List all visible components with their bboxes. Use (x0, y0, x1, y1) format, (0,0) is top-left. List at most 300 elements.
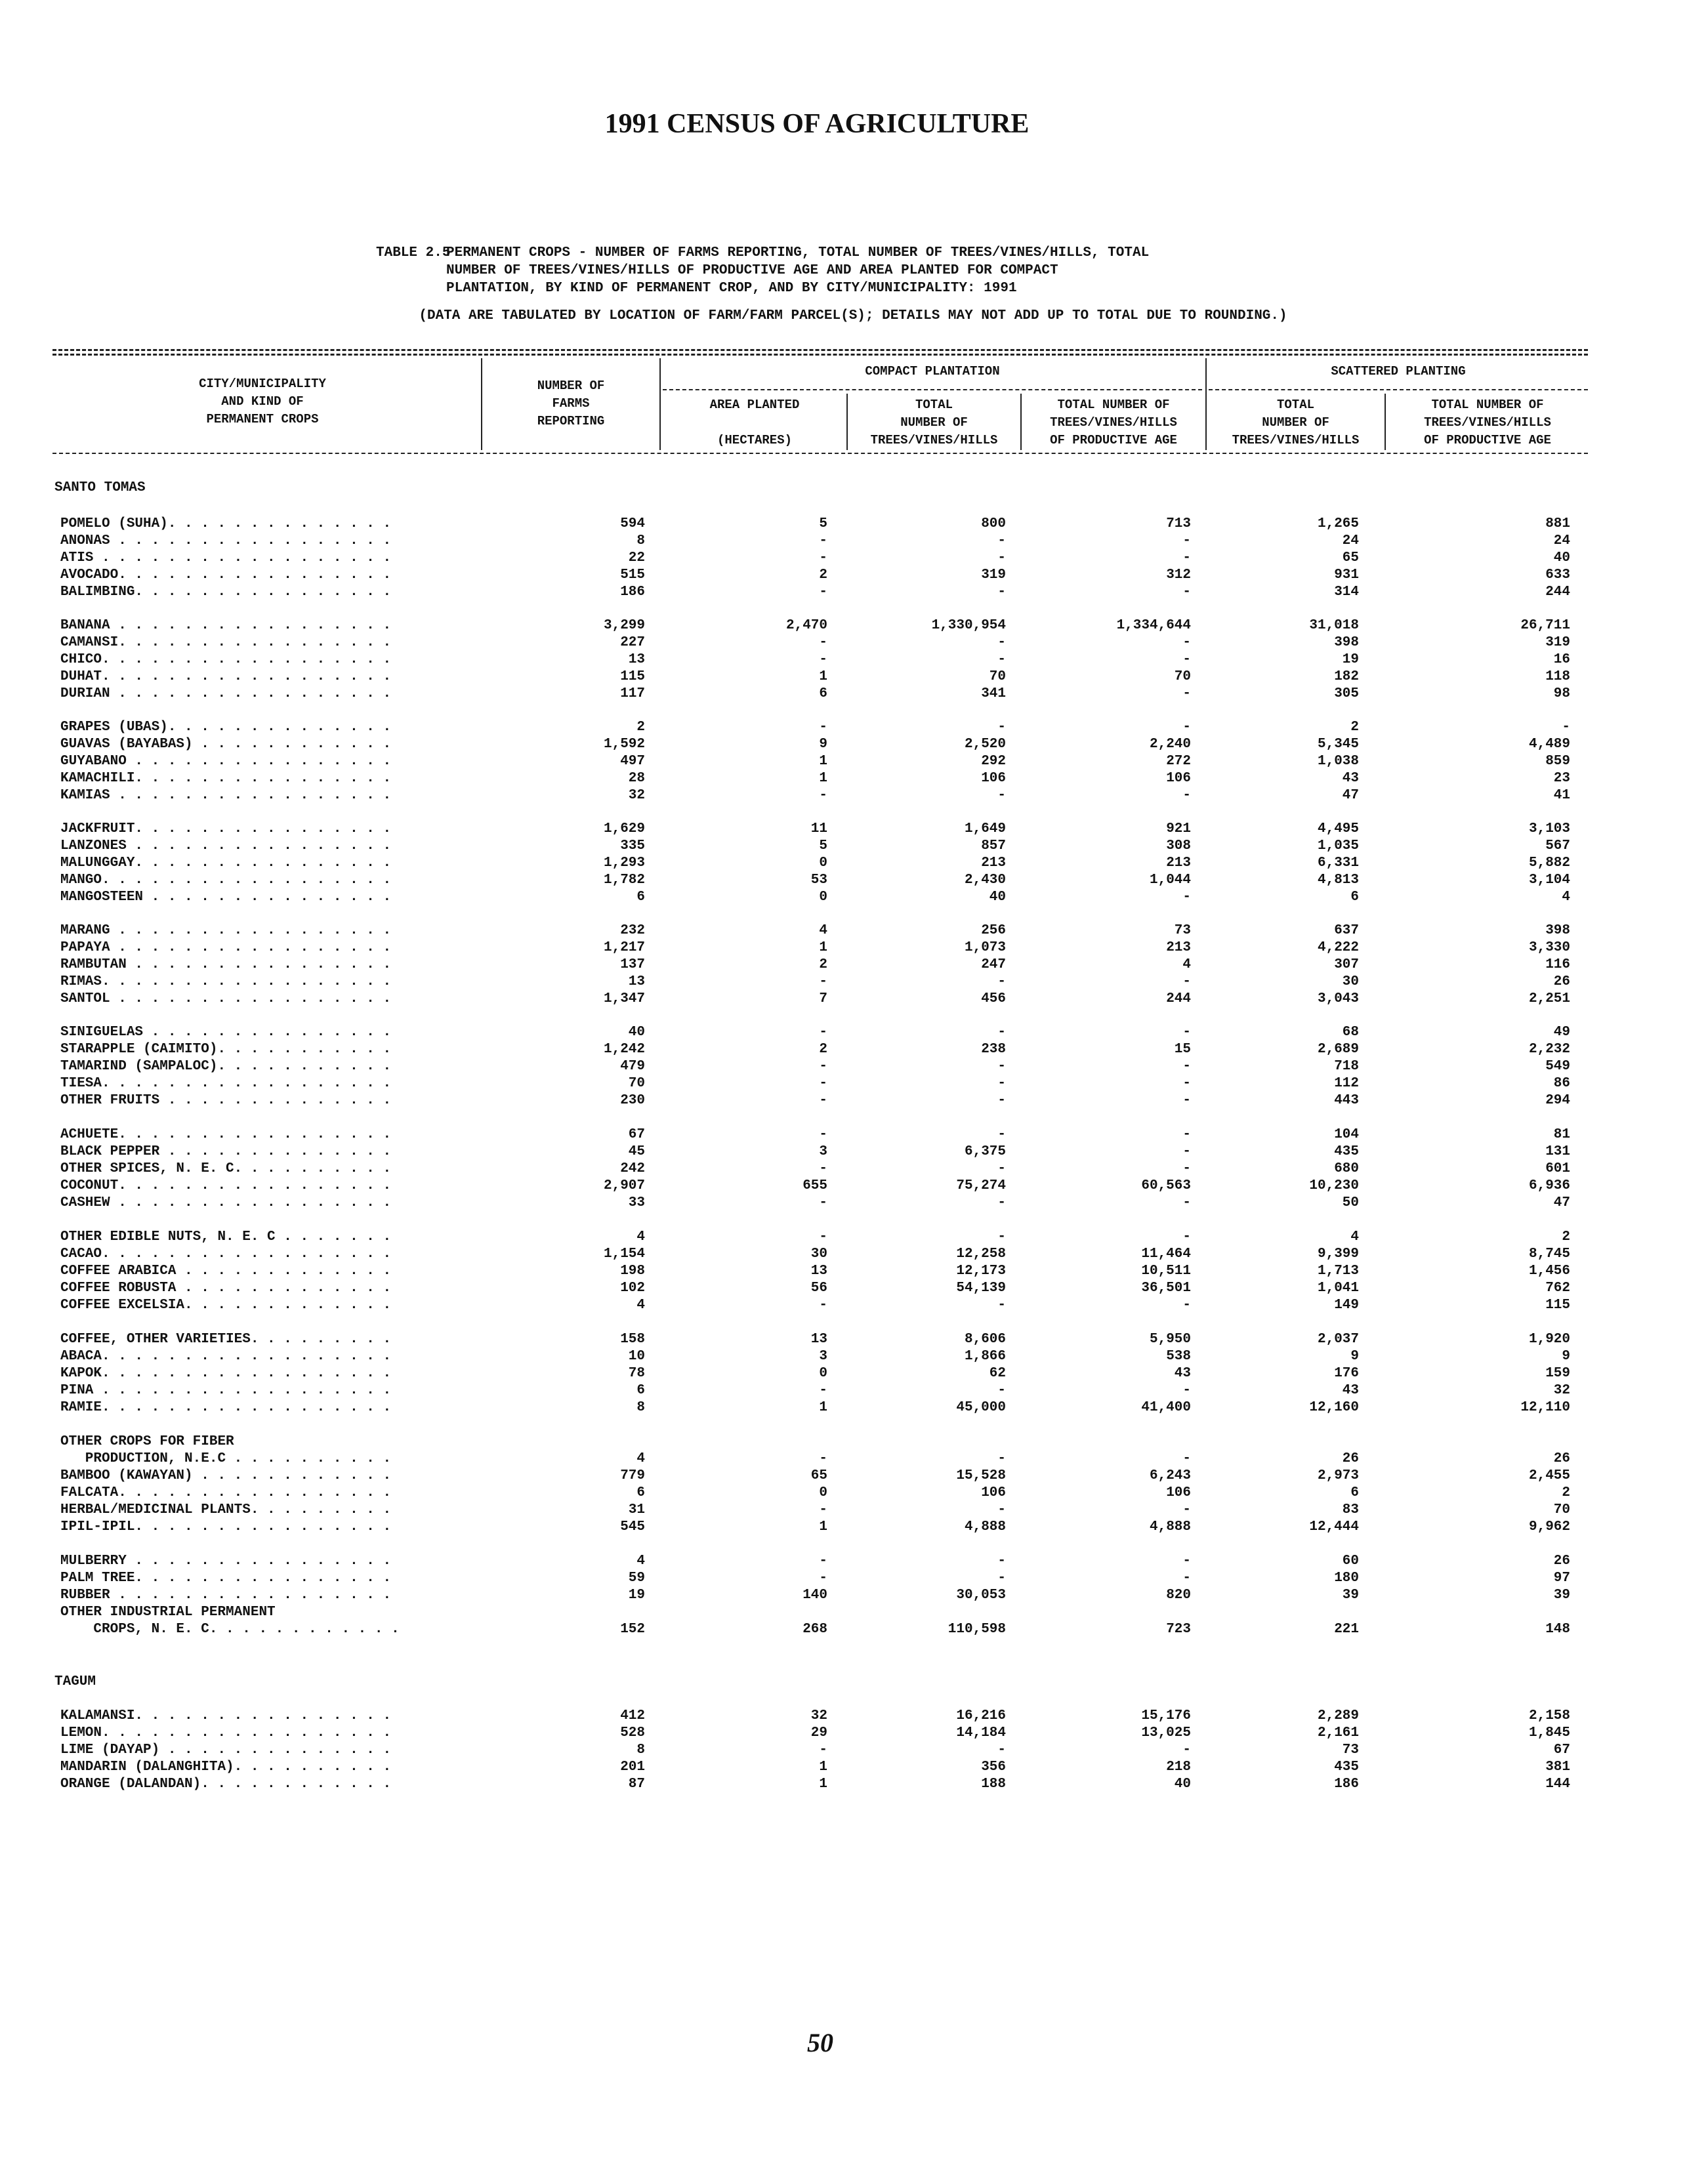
table-row (0, 1588, 1708, 1605)
compact-total-trees: - (997, 635, 1006, 650)
scattered-total-trees: 26 (1342, 1451, 1359, 1466)
area-planted: - (819, 974, 827, 989)
crop-name: FALCATA. . . . . . . . . . . . . . . . . (60, 1485, 392, 1500)
farms-reporting: 6 (636, 890, 645, 905)
scattered-total-trees: 718 (1334, 1059, 1359, 1074)
crop-name: COFFEE EXCELSIA. . . . . . . . . . . . . (60, 1298, 392, 1313)
area-planted: - (819, 1229, 827, 1245)
compact-total-trees: 2,430 (964, 873, 1006, 888)
table-row (0, 1076, 1708, 1093)
compact-total-trees: 356 (981, 1760, 1006, 1775)
farms-reporting: 40 (628, 1025, 645, 1040)
table-row (0, 567, 1708, 585)
area-planted: 9 (819, 737, 827, 752)
area-planted: 3 (819, 1349, 827, 1364)
scattered-total-trees: 435 (1334, 1760, 1359, 1775)
farms-reporting: 115 (620, 669, 645, 684)
area-planted: - (819, 1195, 827, 1210)
table-row (0, 618, 1708, 635)
compact-total-trees: 1,649 (964, 821, 1006, 836)
crop-name: COFFEE ARABICA . . . . . . . . . . . . . (60, 1264, 392, 1279)
caption-line: PERMANENT CROPS - NUMBER OF FARMS REPORTING, TOTAL NUMBER OF TREES/VINES/HILLS, TOTAL (446, 245, 1150, 260)
crop-name: PINA . . . . . . . . . . . . . . . . . . (60, 1383, 392, 1398)
scattered-productive-trees: 2 (1562, 1485, 1570, 1500)
compact-total-trees: - (997, 1059, 1006, 1074)
scattered-total-trees: 2,289 (1317, 1708, 1359, 1723)
table-row (0, 1451, 1708, 1468)
scattered-productive-trees: 70 (1553, 1502, 1570, 1517)
table-row (0, 1554, 1708, 1571)
page-number: 50 (807, 2028, 833, 2057)
table-row (0, 1777, 1708, 1794)
farms-reporting: 1,217 (603, 940, 645, 955)
farms-reporting: 479 (620, 1059, 645, 1074)
compact-productive-trees: 1,044 (1149, 873, 1191, 888)
farms-reporting: 33 (628, 1195, 645, 1210)
area-planted: 268 (802, 1622, 827, 1637)
farms-reporting: 117 (620, 686, 645, 701)
scattered-productive-trees: 39 (1553, 1588, 1570, 1603)
farms-header: NUMBER OF FARMS REPORTING (537, 379, 605, 428)
scattered-productive-trees: 131 (1545, 1144, 1570, 1159)
scattered-total-trees: 83 (1342, 1502, 1359, 1517)
scattered-productive-trees: 294 (1545, 1093, 1570, 1108)
scattered-productive-trees: 12,110 (1520, 1400, 1570, 1415)
table-row (0, 1571, 1708, 1588)
table-row (0, 1742, 1708, 1760)
compact-productive-trees: - (1182, 1383, 1191, 1398)
scattered-total-trees: 307 (1334, 957, 1359, 972)
compact-total-trees: 106 (981, 771, 1006, 786)
scattered-productive-trees: 2 (1562, 1229, 1570, 1245)
scattered-total-trees: 10,230 (1309, 1178, 1359, 1193)
compact-total-trees: - (997, 1127, 1006, 1142)
compact-total-trees: - (997, 1451, 1006, 1466)
area-planted: - (819, 652, 827, 667)
municipality-heading: TAGUM (54, 1674, 96, 1689)
compact-productive-trees: 308 (1166, 838, 1191, 854)
scattered-total-trees: 1,041 (1317, 1281, 1359, 1296)
farms-reporting: 22 (628, 550, 645, 566)
area-planted: 65 (810, 1468, 827, 1483)
farms-reporting: 158 (620, 1332, 645, 1347)
area-planted: 1 (819, 669, 827, 684)
crop-name: PALM TREE. . . . . . . . . . . . . . . . (60, 1571, 392, 1586)
scattered-productive-trees: 4,489 (1528, 737, 1570, 752)
farms-reporting: 528 (620, 1725, 645, 1741)
crop-name: DURIAN . . . . . . . . . . . . . . . . . (60, 686, 392, 701)
farms-reporting: 13 (628, 974, 645, 989)
compact-productive-trees: 15 (1174, 1042, 1191, 1057)
scattered-total-trees: 305 (1334, 686, 1359, 701)
scattered-productive-trees: 3,104 (1528, 873, 1570, 888)
crop-name: GUYABANO . . . . . . . . . . . . . . . . (60, 754, 392, 769)
compact-total-trees: - (997, 652, 1006, 667)
scattered-total-trees: 1,265 (1317, 516, 1359, 531)
crop-name: CHICO. . . . . . . . . . . . . . . . . . (60, 652, 392, 667)
area-planted: 5 (819, 838, 827, 854)
compact-productive-trees: - (1182, 890, 1191, 905)
compact-total-trees: 800 (981, 516, 1006, 531)
crop-name: COCONUT. . . . . . . . . . . . . . . . . (60, 1178, 392, 1193)
scattered-total-trees: 43 (1342, 771, 1359, 786)
compact-total-trees: 8,606 (964, 1332, 1006, 1347)
table-row (0, 1622, 1708, 1639)
farms-reporting: 3,299 (603, 618, 645, 633)
farms-reporting: 8 (636, 1742, 645, 1758)
scattered-productive-trees: 26 (1553, 1451, 1570, 1466)
table-row (0, 1468, 1708, 1485)
area-planted: 0 (819, 890, 827, 905)
crop-name: ORANGE (DALANDAN). . . . . . . . . . . . (60, 1777, 392, 1792)
table-row (0, 1298, 1708, 1315)
compact-total-trees: - (997, 1554, 1006, 1569)
scattered-productive-trees: 1,920 (1528, 1332, 1570, 1347)
crop-name: OTHER INDUSTRIAL PERMANENT (60, 1605, 276, 1620)
scattered-productive-trees: 32 (1553, 1383, 1570, 1398)
compact-productive-trees: - (1182, 1229, 1191, 1245)
scattered-total-trees: 1,035 (1317, 838, 1359, 854)
municipality-heading: SANTO TOMAS (54, 480, 146, 495)
table-row (0, 533, 1708, 550)
scattered-total-trees: 1,713 (1317, 1264, 1359, 1279)
scattered-productive-trees: 2,455 (1528, 1468, 1570, 1483)
area-planted: - (819, 585, 827, 600)
scattered-productive-trees: 26,711 (1520, 618, 1570, 633)
compact-total-trees: - (997, 1742, 1006, 1758)
farms-reporting: 6 (636, 1485, 645, 1500)
compact-total-trees: - (997, 550, 1006, 566)
table-row (0, 856, 1708, 873)
farms-reporting: 8 (636, 1400, 645, 1415)
compact-productive-trees: 10,511 (1141, 1264, 1191, 1279)
compact-total-trees: 75,274 (956, 1178, 1006, 1193)
compact-total-trees: 62 (989, 1366, 1006, 1381)
table-row (0, 923, 1708, 940)
compact-total-trees: 6,375 (964, 1144, 1006, 1159)
table-row (0, 1025, 1708, 1042)
compact-productive-trees: - (1182, 652, 1191, 667)
compact-total-trees: - (997, 788, 1006, 803)
compact-productive-trees: - (1182, 635, 1191, 650)
scattered-total-trees: 112 (1334, 1076, 1359, 1091)
scattered-productive-trees: 398 (1545, 923, 1570, 938)
scattered-total-trees: 30 (1342, 974, 1359, 989)
crop-name: ACHUETE. . . . . . . . . . . . . . . . . (60, 1127, 392, 1142)
scattered-total-trees: 39 (1342, 1588, 1359, 1603)
crop-name: STARAPPLE (CAIMITO). . . . . . . . . . . (60, 1042, 392, 1057)
farms-reporting: 1,592 (603, 737, 645, 752)
scattered-total-trees: 2 (1350, 720, 1359, 735)
crop-name: MARANG . . . . . . . . . . . . . . . . . (60, 923, 392, 938)
area-planted: 2 (819, 1042, 827, 1057)
farms-reporting: 232 (620, 923, 645, 938)
compact-productive-trees: 312 (1166, 567, 1191, 583)
table-row (0, 821, 1708, 838)
scattered-productive-trees: 144 (1545, 1777, 1570, 1792)
area-planted: 29 (810, 1725, 827, 1741)
table-row (0, 1708, 1708, 1725)
farms-reporting: 335 (620, 838, 645, 854)
compact-productive-trees: 213 (1166, 856, 1191, 871)
area-planted: 0 (819, 1366, 827, 1381)
farms-reporting: 8 (636, 533, 645, 548)
compact-productive-trees: 36,501 (1141, 1281, 1191, 1296)
area-planted: 11 (810, 821, 827, 836)
table-row (0, 1247, 1708, 1264)
scattered-total-trees: 4,495 (1317, 821, 1359, 836)
table-row (0, 838, 1708, 856)
crop-name: PRODUCTION, N.E.C . . . . . . . . . . (60, 1451, 392, 1466)
crop-name: KAMIAS . . . . . . . . . . . . . . . . . (60, 788, 392, 803)
scattered-total-trees: 12,444 (1309, 1519, 1359, 1535)
compact-total-trees: 15,528 (956, 1468, 1006, 1483)
table-row (0, 873, 1708, 890)
farms-reporting: 198 (620, 1264, 645, 1279)
scattered-productive-trees: 49 (1553, 1025, 1570, 1040)
scattered-planting-header: SCATTERED PLANTING (1331, 364, 1466, 379)
scattered-productive-trees: 9,962 (1528, 1519, 1570, 1535)
crop-name: LANZONES . . . . . . . . . . . . . . . . (60, 838, 392, 854)
scattered-productive-trees: 881 (1545, 516, 1570, 531)
farms-reporting: 4 (636, 1298, 645, 1313)
crop-name: CASHEW . . . . . . . . . . . . . . . . . (60, 1195, 392, 1210)
scattered-productive-trees: 97 (1553, 1571, 1570, 1586)
table-note: (DATA ARE TABULATED BY LOCATION OF FARM/FARM PARCEL(S); DETAILS MAY NOT ADD UP TO TOTAL DUE TO ROUNDING.) (419, 308, 1287, 323)
scattered-productive-trees: 115 (1545, 1298, 1570, 1313)
compact-total-trees: - (997, 720, 1006, 735)
crop-name: OTHER EDIBLE NUTS, N. E. C . . . . . . . (60, 1229, 392, 1245)
scattered-productive-trees: 6,936 (1528, 1178, 1570, 1193)
scattered-total-trees: 931 (1334, 567, 1359, 583)
scattered-productive-trees: 3,103 (1528, 821, 1570, 836)
compact-total-trees: - (997, 533, 1006, 548)
table-row (0, 1349, 1708, 1366)
scattered-total-trees: 19 (1342, 652, 1359, 667)
farms-reporting: 19 (628, 1588, 645, 1603)
scattered-total-trees: 31,018 (1309, 618, 1359, 633)
compact-productive-trees: 43 (1174, 1366, 1191, 1381)
area-planted: 140 (802, 1588, 827, 1603)
area-planted-header: AREA PLANTED (HECTARES) (709, 398, 800, 447)
compact-total-trees: 70 (989, 669, 1006, 684)
area-planted: 1 (819, 1760, 827, 1775)
header-rule-top (52, 349, 1588, 351)
scattered-total-trees: 637 (1334, 923, 1359, 938)
compact-productive-trees: - (1182, 1025, 1191, 1040)
farms-reporting: 230 (620, 1093, 645, 1108)
compact-productive-trees: 41,400 (1141, 1400, 1191, 1415)
area-planted: 7 (819, 991, 827, 1006)
crop-name: ABACA. . . . . . . . . . . . . . . . . . (60, 1349, 392, 1364)
crop-name: ATIS . . . . . . . . . . . . . . . . . . (60, 550, 392, 566)
scattered-productive-header: TOTAL NUMBER OF TREES/VINES/HILLS OF PRODUCTIVE AGE (1424, 398, 1551, 447)
scattered-total-trees: 12,160 (1309, 1400, 1359, 1415)
compact-total-trees: 341 (981, 686, 1006, 701)
farms-reporting: 515 (620, 567, 645, 583)
compact-productive-trees: - (1182, 1127, 1191, 1142)
crop-name: OTHER FRUITS . . . . . . . . . . . . . . (60, 1093, 392, 1108)
crop-name: CAMANSI. . . . . . . . . . . . . . . . . (60, 635, 392, 650)
farms-reporting: 13 (628, 652, 645, 667)
compact-productive-trees: 272 (1166, 754, 1191, 769)
compact-total-trees: - (997, 974, 1006, 989)
scattered-productive-trees: 567 (1545, 838, 1570, 854)
compact-productive-trees: 218 (1166, 1760, 1191, 1775)
scattered-productive-trees: 81 (1553, 1127, 1570, 1142)
caption-line: PLANTATION, BY KIND OF PERMANENT CROP, AND BY CITY/MUNICIPALITY: 1991 (446, 281, 1017, 296)
compact-total-trees: - (997, 1093, 1006, 1108)
compact-productive-trees: - (1182, 1502, 1191, 1517)
area-planted: - (819, 1554, 827, 1569)
scattered-total-trees: 2,689 (1317, 1042, 1359, 1057)
column-divider (481, 358, 482, 450)
area-planted: 1 (819, 1400, 827, 1415)
compact-total-trees: - (997, 1076, 1006, 1091)
scattered-total-trees: 435 (1334, 1144, 1359, 1159)
area-planted: - (819, 550, 827, 566)
area-planted: - (819, 788, 827, 803)
compact-productive-trees: 60,563 (1141, 1178, 1191, 1193)
table-row (0, 720, 1708, 737)
table-label: TABLE 2.5 (376, 245, 451, 260)
table-row (0, 957, 1708, 974)
scattered-total-trees: 4 (1350, 1229, 1359, 1245)
compact-total-trees: 4,888 (964, 1519, 1006, 1535)
compact-total-trees: 247 (981, 957, 1006, 972)
compact-total-trees: 16,216 (956, 1708, 1006, 1723)
crop-name: PAPAYA . . . . . . . . . . . . . . . . . (60, 940, 392, 955)
scattered-productive-trees: 601 (1545, 1161, 1570, 1176)
scattered-productive-trees: 633 (1545, 567, 1570, 583)
crop-name: BALIMBING. . . . . . . . . . . . . . . . (60, 585, 392, 600)
table-row (0, 1161, 1708, 1178)
farms-reporting: 1,154 (603, 1247, 645, 1262)
table-row (0, 686, 1708, 703)
crop-name: LEMON. . . . . . . . . . . . . . . . . . (60, 1725, 392, 1741)
table-row (0, 890, 1708, 907)
compact-productive-trees: - (1182, 1451, 1191, 1466)
scattered-total-trees: 43 (1342, 1383, 1359, 1398)
area-planted: - (819, 720, 827, 735)
scattered-total-trees: 2,973 (1317, 1468, 1359, 1483)
compact-total-trees: 188 (981, 1777, 1006, 1792)
area-planted: 1 (819, 1777, 827, 1792)
scattered-productive-trees: 1,456 (1528, 1264, 1570, 1279)
area-planted: 32 (810, 1708, 827, 1723)
farms-reporting: 4 (636, 1451, 645, 1466)
area-planted: 1 (819, 771, 827, 786)
farms-reporting: 4 (636, 1554, 645, 1569)
compact-productive-trees: - (1182, 1161, 1191, 1176)
crop-name: IPIL-IPIL. . . . . . . . . . . . . . . . (60, 1519, 392, 1535)
scattered-productive-trees: 67 (1553, 1742, 1570, 1758)
compact-productive-trees: - (1182, 1195, 1191, 1210)
area-planted: - (819, 1093, 827, 1108)
compact-total-trees: - (997, 1229, 1006, 1245)
scattered-productive-trees: 8,745 (1528, 1247, 1570, 1262)
farms-reporting: 78 (628, 1366, 645, 1381)
crop-name: RAMBUTAN . . . . . . . . . . . . . . . . (60, 957, 392, 972)
crop-name: KALAMANSI. . . . . . . . . . . . . . . . (60, 1708, 392, 1723)
scattered-total-trees: 50 (1342, 1195, 1359, 1210)
scattered-total-trees: 9 (1350, 1349, 1359, 1364)
scattered-productive-trees: 26 (1553, 974, 1570, 989)
area-planted: 53 (810, 873, 827, 888)
crop-name: GRAPES (UBAS). . . . . . . . . . . . . . (60, 720, 392, 735)
compact-productive-trees: - (1182, 1571, 1191, 1586)
compact-productive-trees: 5,950 (1149, 1332, 1191, 1347)
farms-reporting: 242 (620, 1161, 645, 1176)
compact-total-trees: - (997, 1571, 1006, 1586)
area-planted: - (819, 1059, 827, 1074)
farms-reporting: 45 (628, 1144, 645, 1159)
scattered-productive-trees: 98 (1553, 686, 1570, 701)
compact-productive-trees: - (1182, 686, 1191, 701)
scattered-productive-trees: 319 (1545, 635, 1570, 650)
farms-reporting: 1,629 (603, 821, 645, 836)
crop-name: SINIGUELAS . . . . . . . . . . . . . . . (60, 1025, 392, 1040)
table-row (0, 1093, 1708, 1110)
scattered-productive-trees: 23 (1553, 771, 1570, 786)
table-row (0, 1366, 1708, 1383)
scattered-productive-trees: 4 (1562, 890, 1570, 905)
stub-header: CITY/MUNICIPALITY AND KIND OF PERMANENT CROPS (199, 377, 326, 426)
compact-total-trees: - (997, 1383, 1006, 1398)
farms-reporting: 779 (620, 1468, 645, 1483)
compact-total-trees: 110,598 (948, 1622, 1006, 1637)
crop-name: CACAO. . . . . . . . . . . . . . . . . . (60, 1247, 392, 1262)
scattered-total-trees: 6 (1350, 1485, 1359, 1500)
caption-line: NUMBER OF TREES/VINES/HILLS OF PRODUCTIVE AGE AND AREA PLANTED FOR COMPACT (446, 263, 1058, 278)
table-row (0, 737, 1708, 754)
farms-reporting: 186 (620, 585, 645, 600)
header-rule-top-2 (52, 354, 1588, 356)
compact-productive-trees: 820 (1166, 1588, 1191, 1603)
compact-productive-trees: 73 (1174, 923, 1191, 938)
crop-name: CROPS, N. E. C. . . . . . . . . . . . (60, 1622, 400, 1637)
area-planted: - (819, 533, 827, 548)
scattered-productive-trees: 3,330 (1528, 940, 1570, 955)
scattered-total-trees: 6 (1350, 890, 1359, 905)
crop-name: RAMIE. . . . . . . . . . . . . . . . . . (60, 1400, 392, 1415)
scattered-productive-trees: 9 (1562, 1349, 1570, 1364)
compact-plantation-header: COMPACT PLANTATION (865, 364, 1000, 379)
scattered-total-trees: 4,813 (1317, 873, 1359, 888)
farms-reporting: 59 (628, 1571, 645, 1586)
compact-total-trees: - (997, 1502, 1006, 1517)
scattered-total-trees: 24 (1342, 533, 1359, 548)
farms-reporting: 6 (636, 1383, 645, 1398)
column-divider (659, 358, 661, 450)
farms-reporting: 1,347 (603, 991, 645, 1006)
farms-reporting: 87 (628, 1777, 645, 1792)
scattered-total-trees: 149 (1334, 1298, 1359, 1313)
table-row (0, 974, 1708, 991)
compact-total-trees: 238 (981, 1042, 1006, 1057)
table-row (0, 1760, 1708, 1777)
compact-total-trees: 1,073 (964, 940, 1006, 955)
scattered-productive-trees: 47 (1553, 1195, 1570, 1210)
scattered-productive-trees: 16 (1553, 652, 1570, 667)
area-planted: - (819, 1127, 827, 1142)
area-planted: 2 (819, 957, 827, 972)
compact-productive-trees: 15,176 (1141, 1708, 1191, 1723)
area-planted: 3 (819, 1144, 827, 1159)
area-planted: 1 (819, 1519, 827, 1535)
compact-productive-trees: - (1182, 533, 1191, 548)
compact-productive-trees: 4 (1182, 957, 1191, 972)
